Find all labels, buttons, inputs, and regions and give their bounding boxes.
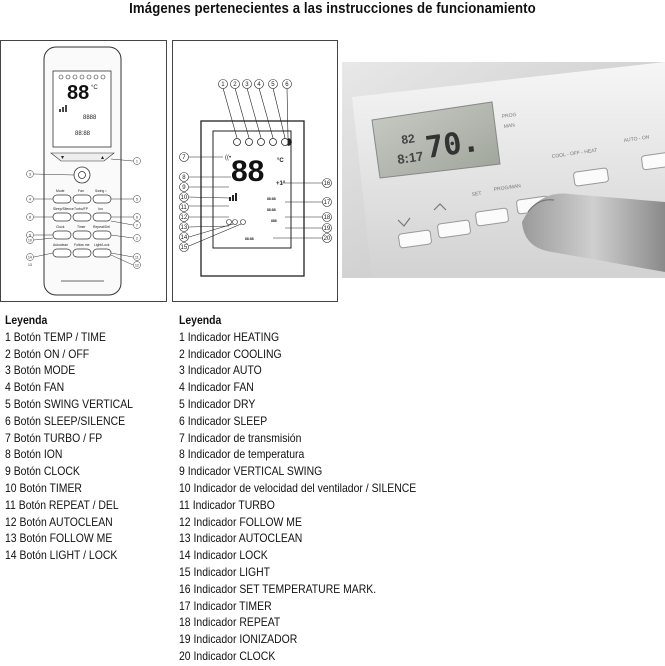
legend-item: 7 Botón TURBO / FP [5,431,103,445]
light-button[interactable] [93,249,111,257]
display-callout: 9 [182,185,186,191]
legend-item: 3 Botón MODE [5,364,76,378]
clock-button[interactable] [53,231,71,239]
remote-illustration [1,41,166,301]
display-callout: 17 [323,200,331,206]
display-lcd [213,131,291,248]
legend-indicators-list [179,330,416,666]
mode-man: MAN [503,122,516,130]
autoclean-button[interactable] [53,249,71,257]
remote-callout: 2 [136,236,138,241]
display-callout: 14 [180,235,188,241]
legend-item: 9 Indicador VERTICAL SWING [179,465,323,479]
mode-label: Mode [56,189,65,193]
legend-item: 11 Indicador TURBO [179,498,275,512]
legend-item: 12 Botón AUTOCLEAN [5,515,113,529]
display-temp-unit: °C [277,158,284,164]
timer-label: Timer [77,225,86,229]
display-callout: 16 [323,181,331,187]
sleep-label: Sleep/Silence [53,207,74,211]
display-callout: 6 [285,82,289,88]
display-panel [172,40,338,302]
autoclean-label: Autoclean [53,243,69,247]
ion-label: Ion [98,207,103,211]
repeat-label: Repeat/Del [93,225,110,229]
swing-label: Swing ↕ [95,189,107,193]
display-callout: 5 [271,82,275,88]
followme-label: Follow me [74,243,90,247]
legend-item: 8 Indicador de temperatura [179,448,305,462]
remote-panel [0,40,167,302]
display-clock-digits: 88:88 [245,237,254,241]
display-top-callouts [219,80,292,89]
page-title: Imágenes pertenecientes a las instrucciones de funcionamiento [129,0,536,17]
legend-item: 17 Indicador TIMER [179,599,272,613]
turbo-label: Turbo/FP [74,207,89,211]
legend-item: 13 Indicador AUTOCLEAN [179,532,303,546]
display-small-digits: 888 [271,219,277,223]
fan-label: Fan [78,189,84,193]
display-callout: 10 [180,195,188,201]
display-transmission-icon: ((• [225,155,232,161]
turbo-button[interactable] [73,213,91,221]
display-callout: 18 [323,215,331,221]
swing-button[interactable] [93,195,111,203]
legend-item: 20 Indicador CLOCK [179,649,276,663]
display-callout: 4 [257,82,261,88]
mode-prog: PROG [501,111,517,120]
display-callout: 7 [182,155,186,161]
remote-lcd-temp: 88 [67,82,90,104]
sleep-button[interactable] [53,213,71,221]
legend-item: 8 Botón ION [5,448,63,462]
legend-item: 14 Botón LIGHT / LOCK [5,549,118,563]
remote-callout: 6 [136,215,138,220]
remote-callout: 3 [29,172,31,177]
legend-item: 4 Botón FAN [5,381,65,395]
display-callout: 15 [180,245,188,251]
display-callout: 8 [182,175,186,181]
legend-item: 5 Botón SWING VERTICAL [5,397,133,411]
legend-indicators [179,313,416,666]
legend-item: 3 Indicador AUTO [179,364,262,378]
legend-item: 10 Indicador de velocidad del ventilador / SILENCE [179,481,417,495]
remote-callout: 8 [29,215,31,220]
legend-item: 9 Botón CLOCK [5,465,80,479]
remote-callout: 13 [28,263,32,267]
legend-item: 6 Botón SLEEP/SILENCE [5,414,126,428]
display-callout: 20 [323,236,331,242]
display-callout: 3 [245,82,249,88]
progman-label: PROG/MAN [493,183,522,193]
display-plus-one: +1° [276,181,286,187]
legend-item: 11 Botón REPEAT / DEL [5,498,119,512]
remote-callout: 1 [136,159,138,164]
legend-buttons-heading: Leyenda [5,314,48,327]
legend-item: 2 Indicador COOLING [179,347,282,361]
lcd-readout: 70. [423,123,482,166]
remote-callout: 11 [135,255,139,260]
legend-buttons-list [5,330,133,565]
legend-item: 15 Indicador LIGHT [179,565,271,579]
remote-callout: 12 [135,263,139,268]
timer-button[interactable] [73,231,91,239]
remote-lcd-small: 8888 [83,115,97,121]
display-callout: 12 [180,215,188,221]
display-illustration [173,41,337,301]
legend-item: 2 Botón ON / OFF [5,347,90,361]
legend-item: 1 Indicador HEATING [179,330,280,344]
legend-item: 12 Indicador FOLLOW ME [179,515,302,529]
cool-off-heat-label: COOL - OFF - HEAT [551,147,598,160]
display-temp-digits: 88 [231,155,265,188]
remote-callout: 5 [136,197,138,202]
up-arrow-icon[interactable]: ▴ [101,155,105,161]
remote-lcd-clock: 88:88 [75,131,91,137]
legend-item: 5 Indicador DRY [179,397,256,411]
auto-on-label: AUTO - ON [623,134,650,144]
remote-callout: 7 [136,223,138,228]
display-right-numbers [324,181,331,242]
display-callout: 11 [180,205,187,211]
mode-button[interactable] [53,195,71,203]
legend-indicators-heading: Leyenda [179,314,222,327]
remote-lcd-unit: °C [91,85,98,91]
display-right-callouts [323,179,332,243]
legend-item: 19 Indicador IONIZADOR [179,633,298,647]
legend-item: 10 Botón TIMER [5,481,82,495]
clock-label: Clock [56,225,65,229]
remote-callout: 10 [28,238,32,243]
legend-item: 13 Botón FOLLOW ME [5,532,113,546]
followme-button[interactable] [73,249,91,257]
legend-item: 18 Indicador REPEAT [179,616,281,630]
display-callout: 2 [233,82,237,88]
remote-callout: 14 [28,255,32,260]
lcd-time: 8:17 [396,148,425,167]
set-label: SET [471,190,482,198]
legend-item: 16 Indicador SET TEMPERATURE MARK. [179,582,377,596]
repeat-button[interactable] [93,231,111,239]
remote-callout: 4 [29,197,31,202]
legend-item: 7 Indicador de transmisión [179,431,302,445]
remote-callouts-right [134,158,141,269]
display-callout: 19 [323,226,331,232]
fan-button[interactable] [73,195,91,203]
display-timer-digits: 88:88 [267,197,276,201]
display-callout: 13 [180,225,188,231]
light-label: Light/Lock [94,243,110,247]
legend-item: 4 Indicador FAN [179,381,254,395]
ion-button[interactable] [93,213,111,221]
legend-buttons [5,313,133,565]
thermostat-photo [342,62,665,278]
legend-item: 1 Botón TEMP / TIME [5,330,106,344]
remote-callout: 9 [29,233,31,238]
lcd-small: 82 [400,131,416,147]
legend-item: 6 Indicador SLEEP [179,414,268,428]
thermostat-illustration [342,62,665,278]
display-callout: 1 [221,82,225,88]
legend-item: 14 Indicador LOCK [179,549,268,563]
down-arrow-icon[interactable]: ▾ [61,155,65,161]
sleep-icon [288,139,292,146]
power-button[interactable] [74,167,90,183]
display-repeat-digits: 88:88 [267,208,276,212]
